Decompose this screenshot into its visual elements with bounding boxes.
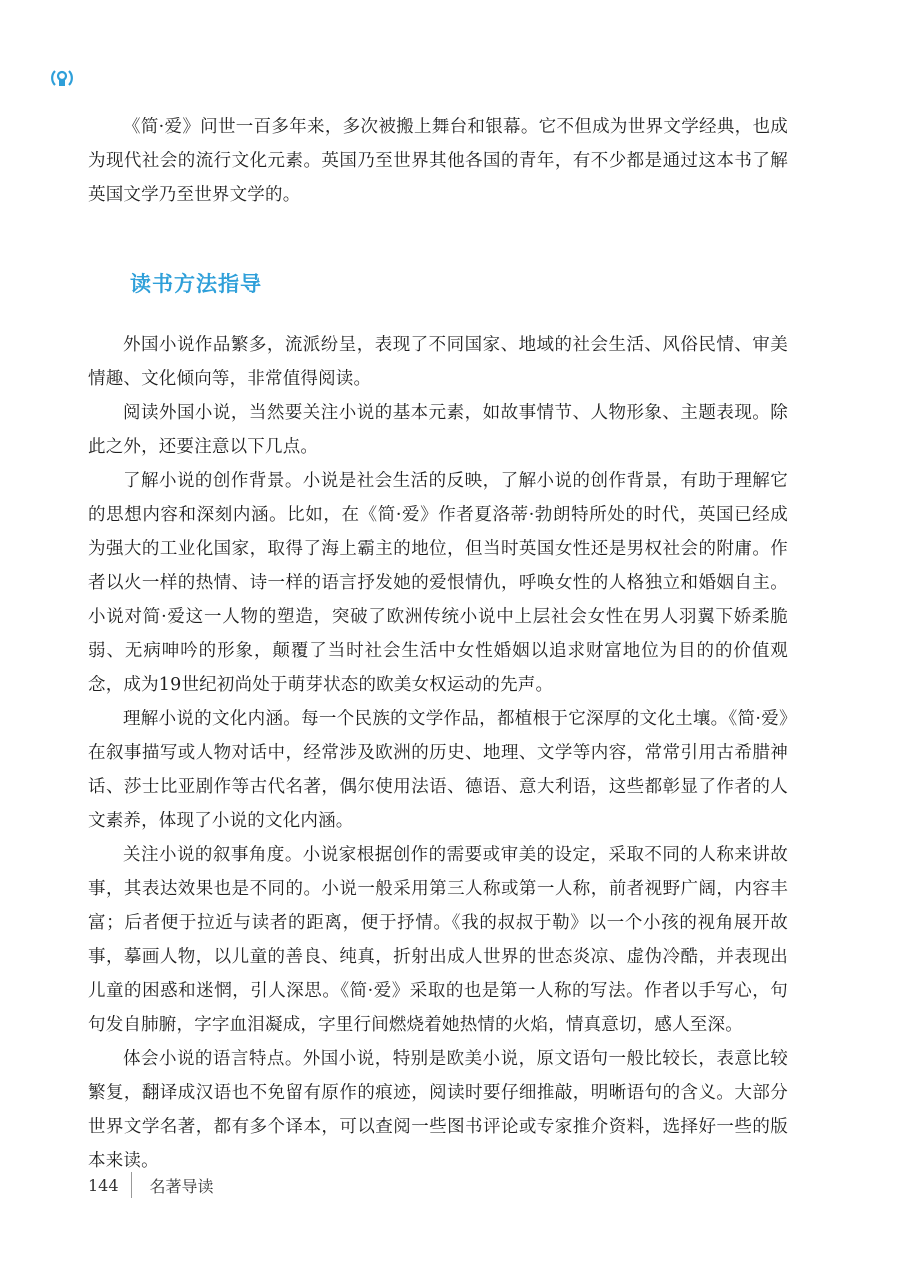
page-footer <box>88 1172 214 1198</box>
footer-divider <box>131 1172 132 1198</box>
paragraph-2: 阅读外国小说，当然要关注小说的基本元素，如故事情节、人物形象、主题表现。除此之外，还要注意以下几点。 <box>88 403 788 457</box>
intro-paragraph: 《简·爱》问世一百多年来，多次被搬上舞台和银幕。它不但成为世界文学经典，也成为现代社会的流行文化元素。英国乃至世界其他各国的青年，有不少都是通过这本书了解英国文学乃至世界文学的。 <box>88 117 788 205</box>
radio-signal-icon <box>50 66 74 90</box>
paragraph-5: 关注小说的叙事角度。小说家根据创作的需要或审美的设定，采取不同的人称来讲故事，其表达效果也是不同的。小说一般采用第三人称或第一人称，前者视野广阔，内容丰富；后者便于拉近与读者的距离，便于抒情。《我的叔叔于勒》以一个小孩的视角展开故事，摹画人物，以儿童的善良、纯真，折射出成人世界的世态炎凉、虚伪冷酷，并表现出儿童的困惑和迷惘，引人深思。《简·爱》采取的也是第一人称的写法。作者以手写心，句句发自肺腑，字字血泪凝成，字里行间燃烧着她热情的火焰，情真意切，感人至深。 <box>88 845 788 1035</box>
paragraph-1: 外国小说作品繁多，流派纷呈，表现了不同国家、地域的社会生活、风俗民情、审美情趣、文化倾向等，非常值得阅读。 <box>88 335 788 389</box>
section-title: 读书方法指导 <box>130 272 262 296</box>
paragraph-4: 理解小说的文化内涵。每一个民族的文学作品，都植根于它深厚的文化土壤。《简·爱》在叙事描写或人物对话中，经常涉及欧洲的历史、地理、文学等内容，常常引用古希腊神话、莎士比亚剧作等古代名著，偶尔使用法语、德语、意大利语，这些都彰显了作者的人文素养，体现了小说的文化内涵。 <box>88 709 788 831</box>
paragraph-6: 体会小说的语言特点。外国小说，特别是欧美小说，原文语句一般比较长，表意比较繁复，翻译成汉语也不免留有原作的痕迹，阅读时要仔细推敲，明晰语句的含义。大部分世界文学名著，都有多个译本，可以查阅一些图书评论或专家推介资料，选择好一些的版本来读。 <box>88 1049 788 1171</box>
paragraph-3: 了解小说的创作背景。小说是社会生活的反映，了解小说的创作背景，有助于理解它的思想内容和深刻内涵。比如，在《简·爱》作者夏洛蒂·勃朗特所处的时代，英国已经成为强大的工业化国家，取得了海上霸主的地位，但当时英国女性还是男权社会的附庸。作者以火一样的热情、诗一样的语言抒发她的爱恨情仇，呼唤女性的人格独立和婚姻自主。小说对简·爱这一人物的塑造，突破了欧洲传统小说中上层社会女性在男人羽翼下娇柔脆弱、无病呻吟的形象，颠覆了当时社会生活中女性婚姻以追求财富地位为目的的价值观念，成为19世纪初尚处于萌芽状态的欧美女权运动的先声。 <box>88 471 788 695</box>
page-number: 144 <box>88 1175 119 1195</box>
book-section-label: 名著导读 <box>149 1176 214 1196</box>
